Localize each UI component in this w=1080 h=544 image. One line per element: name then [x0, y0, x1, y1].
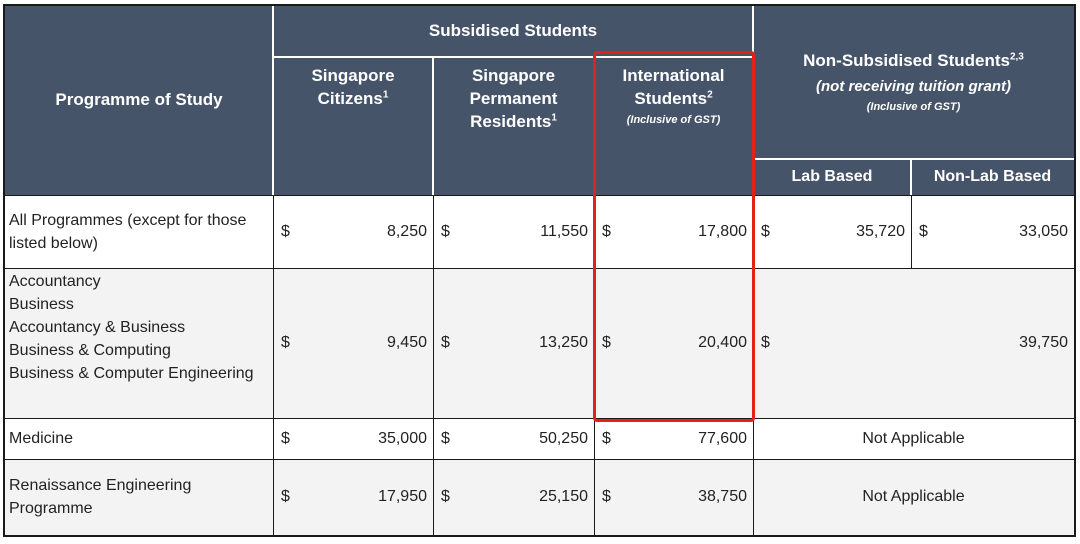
currency-symbol: $: [441, 429, 450, 447]
international-fee: [594, 268, 753, 418]
fee-value: 77,600: [698, 429, 747, 447]
header-divider: [752, 6, 754, 195]
currency-symbol: $: [281, 488, 290, 505]
pr-line3-text: Residents: [470, 111, 552, 131]
currency-symbol: $: [602, 222, 611, 240]
programme-cell: [9, 427, 73, 450]
fee-value: 38,750: [698, 488, 747, 505]
currency-symbol: $: [602, 488, 611, 505]
table-row: [5, 459, 1074, 535]
international-fee: [594, 459, 753, 535]
programme-line: Renaissance Engineering: [9, 477, 192, 494]
currency-symbol: $: [761, 334, 770, 351]
currency-symbol: $: [281, 222, 290, 240]
programme-line: Business & Computer Engineering: [9, 365, 254, 382]
fee-value: 39,750: [1019, 334, 1068, 351]
header-subsidised: [273, 6, 753, 57]
currency-symbol: $: [919, 222, 928, 240]
fee-value: 35,000: [378, 429, 427, 447]
header-divider: [753, 158, 1074, 160]
pr-fee: [433, 459, 594, 535]
programme-line: Business & Computing: [9, 342, 171, 359]
pr-fee: [433, 268, 594, 418]
intl-line1: International: [622, 66, 725, 85]
citizens-line2-text: Citizens: [317, 88, 383, 108]
citizens-fee: [273, 418, 433, 459]
table-row: [5, 195, 1074, 268]
programme-cell: [9, 270, 254, 385]
citizens-fee: [273, 195, 433, 268]
header-non-lab-based: [911, 159, 1074, 195]
nonsub-gst-note: (Inclusive of GST): [866, 100, 961, 113]
pr-line1: Singapore: [471, 66, 556, 85]
currency-symbol: $: [441, 222, 450, 240]
programme-line: Medicine: [9, 430, 74, 447]
nonsub-line1: [803, 50, 1024, 73]
fee-value: 8,250: [386, 222, 427, 240]
programme-line: Business: [9, 296, 74, 313]
nonsub-footnote: 2,3: [1009, 51, 1024, 63]
header-divider: [273, 56, 753, 58]
programme-cell: [9, 474, 191, 520]
header-divider: [910, 159, 912, 195]
fee-value: 35,720: [856, 222, 905, 240]
column-divider: [594, 195, 595, 535]
pr-line3: [470, 111, 557, 134]
nonsub-tuition-note: (not receiving tuition grant): [816, 78, 1011, 96]
row-divider: [5, 459, 1074, 460]
non-subsidised-fee: [753, 459, 1074, 535]
header-programme: [5, 6, 273, 195]
header-divider: [593, 57, 595, 195]
non-subsidised-fee: [753, 268, 1074, 418]
column-divider: [753, 195, 754, 535]
programme-cell: [9, 209, 246, 255]
not-applicable-text: Not Applicable: [862, 488, 965, 505]
fee-value: 9,450: [386, 334, 427, 351]
programme-line: Accountancy & Business: [9, 319, 186, 336]
not-applicable-text: Not Applicable: [862, 429, 965, 447]
non-lab-based-fee: [911, 195, 1074, 268]
intl-line2-text: Students: [634, 88, 708, 108]
international-fee: [594, 418, 753, 459]
column-divider: [433, 195, 434, 535]
intl-gst-note: (Inclusive of GST): [626, 113, 721, 126]
column-divider: [911, 195, 912, 268]
header-lab-based: [753, 159, 911, 195]
programme-line: listed below): [9, 235, 98, 252]
non-lab-based-label: Non-Lab Based: [933, 168, 1052, 186]
header-non-subsidised: [753, 6, 1074, 159]
citizens-footnote: 1: [382, 89, 389, 101]
header-international: [594, 57, 753, 195]
pr-footnote: 1: [551, 112, 557, 124]
currency-symbol: $: [441, 488, 450, 505]
header-divider: [272, 6, 274, 195]
table-row: [5, 268, 1074, 418]
column-divider: [273, 195, 274, 535]
currency-symbol: $: [602, 334, 611, 351]
citizens-fee: [273, 268, 433, 418]
lab-based-label: Lab Based: [791, 168, 873, 186]
currency-symbol: $: [281, 334, 290, 351]
fee-value: 50,250: [539, 429, 588, 447]
fee-value: 17,950: [378, 488, 427, 505]
header-singapore-citizens: [273, 57, 433, 195]
programme-line: Accountancy: [9, 273, 101, 290]
header-subsidised-label: Subsidised Students: [428, 21, 598, 41]
header-divider: [432, 57, 434, 195]
row-divider: [5, 195, 1074, 196]
currency-symbol: $: [281, 429, 290, 447]
header-programme-label: Programme of Study: [55, 90, 223, 110]
table-row: [5, 418, 1074, 459]
fee-value: 17,800: [698, 222, 747, 240]
lab-based-fee: [753, 195, 911, 268]
non-subsidised-fee: [753, 418, 1074, 459]
international-fee: [594, 195, 753, 268]
citizens-fee: [273, 459, 433, 535]
row-divider: [5, 268, 1074, 269]
currency-symbol: $: [602, 429, 611, 447]
fee-value: 13,250: [539, 334, 588, 351]
programme-line: Programme: [9, 500, 93, 517]
header-singapore-pr: [433, 57, 594, 195]
nonsub-line1-text: Non-Subsidised Students: [803, 51, 1010, 71]
row-divider: [5, 418, 1074, 419]
citizens-line2: [318, 88, 389, 111]
fee-value: 11,550: [540, 222, 588, 240]
citizens-line1: Singapore: [311, 66, 395, 85]
intl-line2: [634, 88, 712, 111]
fee-value: 33,050: [1019, 222, 1068, 240]
fee-value: 20,400: [698, 334, 747, 351]
currency-symbol: $: [761, 222, 770, 240]
currency-symbol: $: [441, 334, 450, 351]
pr-fee: [433, 418, 594, 459]
intl-footnote: 2: [707, 89, 713, 101]
programme-line: All Programmes (except for those: [9, 212, 247, 229]
fee-value: 25,150: [539, 488, 588, 505]
fee-table: [3, 4, 1076, 537]
pr-line2: Permanent: [469, 88, 558, 108]
pr-fee: [433, 195, 594, 268]
